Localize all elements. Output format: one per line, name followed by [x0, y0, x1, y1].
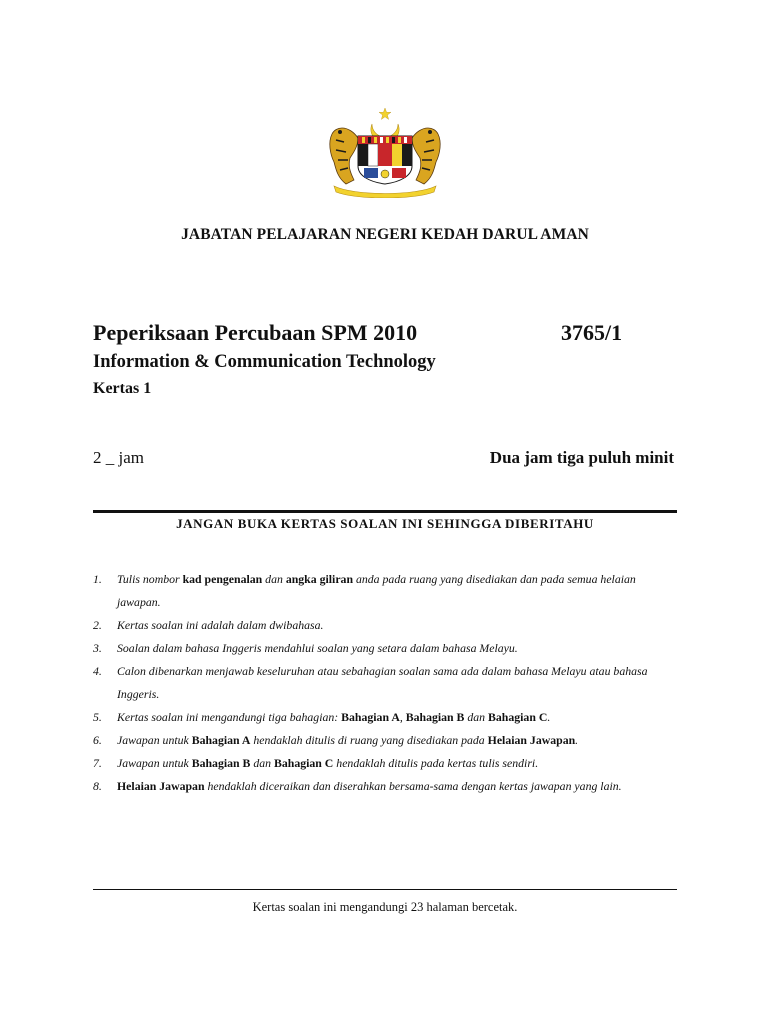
- instruction-number: 4.: [93, 664, 102, 678]
- subject-title: Information & Communication Technology: [93, 352, 436, 372]
- instruction-text: Jawapan untuk: [117, 733, 192, 747]
- instruction-number: 5.: [93, 710, 102, 724]
- instruction-text: dan: [250, 756, 274, 770]
- instruction-text: ,: [399, 710, 406, 724]
- instruction-text: .: [575, 733, 579, 747]
- instruction-emphasis: angka giliran: [285, 572, 354, 586]
- instruction-item: [93, 568, 663, 614]
- instruction-emphasis: Bahagian C: [488, 710, 548, 724]
- exam-code: 3765/1: [561, 320, 623, 345]
- exam-title: Peperiksaan Percubaan SPM 2010: [93, 320, 418, 345]
- instruction-emphasis: Helaian Jawapan: [487, 733, 576, 747]
- instruction-number: 1.: [93, 572, 102, 586]
- instruction-text: Tulis nombor: [117, 572, 183, 586]
- instruction-item: [93, 660, 663, 706]
- instruction-text: hendaklah ditulis pada kertas tulis sendiri.: [333, 756, 539, 770]
- instruction-number: 7.: [93, 756, 102, 770]
- instruction-item: [93, 729, 663, 752]
- instruction-item: [93, 706, 663, 729]
- paper-number: Kertas 1: [93, 380, 152, 397]
- instruction-item: [93, 637, 663, 660]
- instruction-number: 6.: [93, 733, 102, 747]
- instruction-item: [93, 775, 663, 798]
- instruction-text: dan: [464, 710, 489, 724]
- instruction-text: hendaklah diceraikan dan diserahkan bersama-sama dengan kertas jawapan yang lain.: [204, 779, 622, 793]
- instruction-emphasis: Bahagian A: [191, 733, 251, 747]
- instruction-text: Calon dibenarkan menjawab keseluruhan atau sebahagian soalan sama ada dalam bahasa Melayu atau bahasa Inggeris.: [117, 664, 648, 701]
- instruction-item: [93, 614, 663, 637]
- duration-in-words: Dua jam tiga puluh minit: [489, 448, 674, 467]
- instruction-emphasis: Bahagian B: [405, 710, 465, 724]
- instruction-item: [93, 752, 663, 775]
- divider-thick: [93, 510, 677, 513]
- duration: 2 _ jam: [93, 448, 144, 467]
- instruction-text: dan: [262, 572, 286, 586]
- instruction-text: hendaklah ditulis di ruang yang disediakan pada: [250, 733, 488, 747]
- instruction-emphasis: Bahagian C: [274, 756, 334, 770]
- instruction-text: anda pada ruang yang disediakan dan pada semua helaian jawapan.: [117, 572, 636, 609]
- instruction-emphasis: Helaian Jawapan: [117, 779, 205, 793]
- instruction-text: Kertas soalan ini adalah dalam dwibahasa.: [117, 618, 324, 632]
- instruction-emphasis: kad pengenalan: [182, 572, 263, 586]
- instruction-text: Soalan dalam bahasa Inggeris mendahlui soalan yang setara dalam bahasa Melayu.: [117, 641, 518, 655]
- instruction-number: 8.: [93, 779, 102, 793]
- page-count-footer: Kertas soalan ini mengandungi 23 halaman bercetak.: [252, 900, 518, 914]
- divider-thin: [93, 889, 677, 890]
- instruction-number: 3.: [93, 641, 102, 655]
- instruction-emphasis: Bahagian A: [341, 710, 400, 724]
- department-name: JABATAN PELAJARAN NEGERI KEDAH DARUL AMAN: [181, 226, 589, 243]
- instruction-emphasis: Bahagian B: [191, 756, 251, 770]
- instruction-text: Kertas soalan ini mengandungi tiga bahagian:: [117, 710, 342, 724]
- warning-notice: JANGAN BUKA KERTAS SOALAN INI SEHINGGA DIBERITAHU: [176, 516, 594, 531]
- instruction-number: 2.: [93, 618, 102, 632]
- malaysia-coat-of-arms-icon: [324, 108, 446, 198]
- instruction-text: .: [547, 710, 551, 724]
- instructions-list: [93, 568, 663, 798]
- instruction-text: Jawapan untuk: [117, 756, 192, 770]
